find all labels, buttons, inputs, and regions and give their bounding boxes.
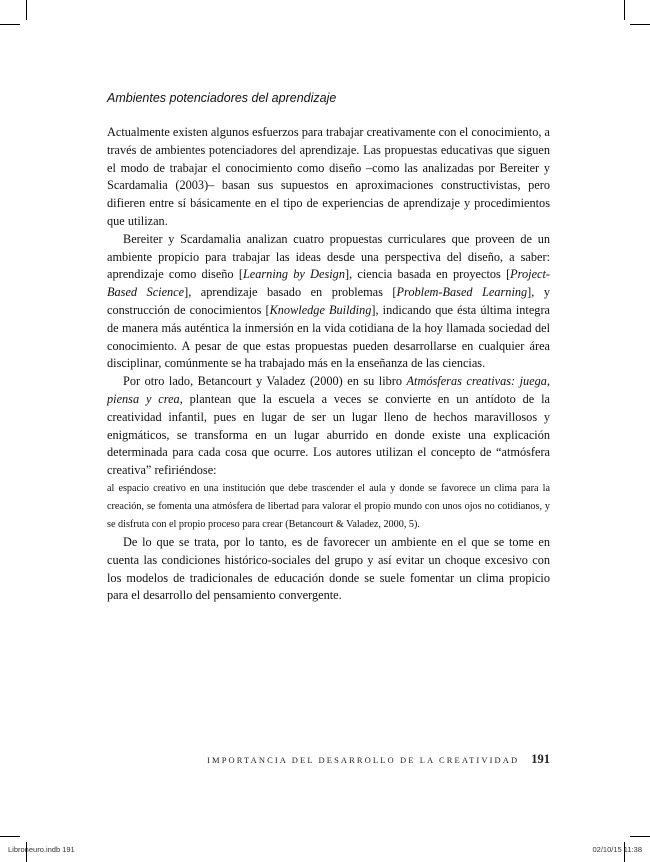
paragraph-4: De lo que se trata, por lo tanto, es de favorecer un ambiente en el que se tome en cuenta las condiciones histórico-sociales del grupo y así evitar un choque excesivo con los modelos de tradicionales de educación donde se suele fomentar un clima propicio para el desarrollo del pensamiento convergente. [107,534,550,603]
body-text [107,124,550,605]
paragraph-3: Por otro lado, Betancourt y Valadez (2000) en su libro Atmósferas creativas: juega, piensa y crea, plantean que la escuela a veces se convierte en un antídoto de la creatividad infantil, pues en lugar de ser un lugar lleno de hechos maravillosos y enigmáticos, se transforma en un lugar aburrido en donde existe una explicación determinada para cada cosa que ocurre. Los autores utilizan el concepto de “atmósfera creativa” refiriéndose: [107,374,551,478]
slug-datetime: 02/10/15 11:38 [592,845,642,854]
crop-mark [26,0,27,20]
crop-mark [630,836,650,837]
running-title: IMPORTANCIA DEL DESARROLLO DE LA CREATIVIDAD [207,755,520,765]
page-number: 191 [531,752,550,766]
crop-mark [630,24,650,25]
crop-mark [0,836,20,837]
slug-file: Libroneuro.indb 191 [8,845,75,854]
section-heading: Ambientes potenciadores del aprendizaje [107,91,337,105]
paragraph-2: Bereiter y Scardamalia analizan cuatro propuestas curriculares que proveen de un ambiente propicio para trabajar las ideas desde una perspectiva del diseño, a saber: aprendizaje como diseño [Learning by Design], ciencia basada en proyectos [Project-Based Science], aprendizaje basado en problemas [Problem-Based Learning], y construcción de conocimientos [Knowledge Building], indicando que ésta última integra de manera más auténtica la inmersión en la vida cotidiana de la hoy llamada sociedad del conocimiento. A pesar de que estas propuestas pueden desarrollarse en cualquier área disciplinar, comúnmente se ha trabajado más en la enseñanza de las ciencias. [107,231,551,371]
paragraph-1: Actualmente existen algunos esfuerzos para trabajar creativamente con el conocimiento, a través de ambientes potenciadores del aprendizaje. Las propuestas educativas que siguen el modo de trabajar el conocimiento como diseño –como las analizadas por Bereiter y Scardamalia (2003)– basan sus supuestos en aproximaciones constructivistas, pero difieren entre sí básicamente en el tipo de experiencias de aprendizaje y procedimientos que utilizan. [107,125,550,228]
crop-mark [0,24,20,25]
crop-mark [624,0,625,20]
block-quote: al espacio creativo en una institución que debe trascender el aula y donde se favorece un clima para la creación, se fomenta una atmósfera de libertad para valorar el propio mundo con unos ojos no cotidianos, y se disfruta con el propio proceso para crear (Betancourt & Valadez, 2000, 5). [107,482,550,530]
running-footer [107,750,550,768]
